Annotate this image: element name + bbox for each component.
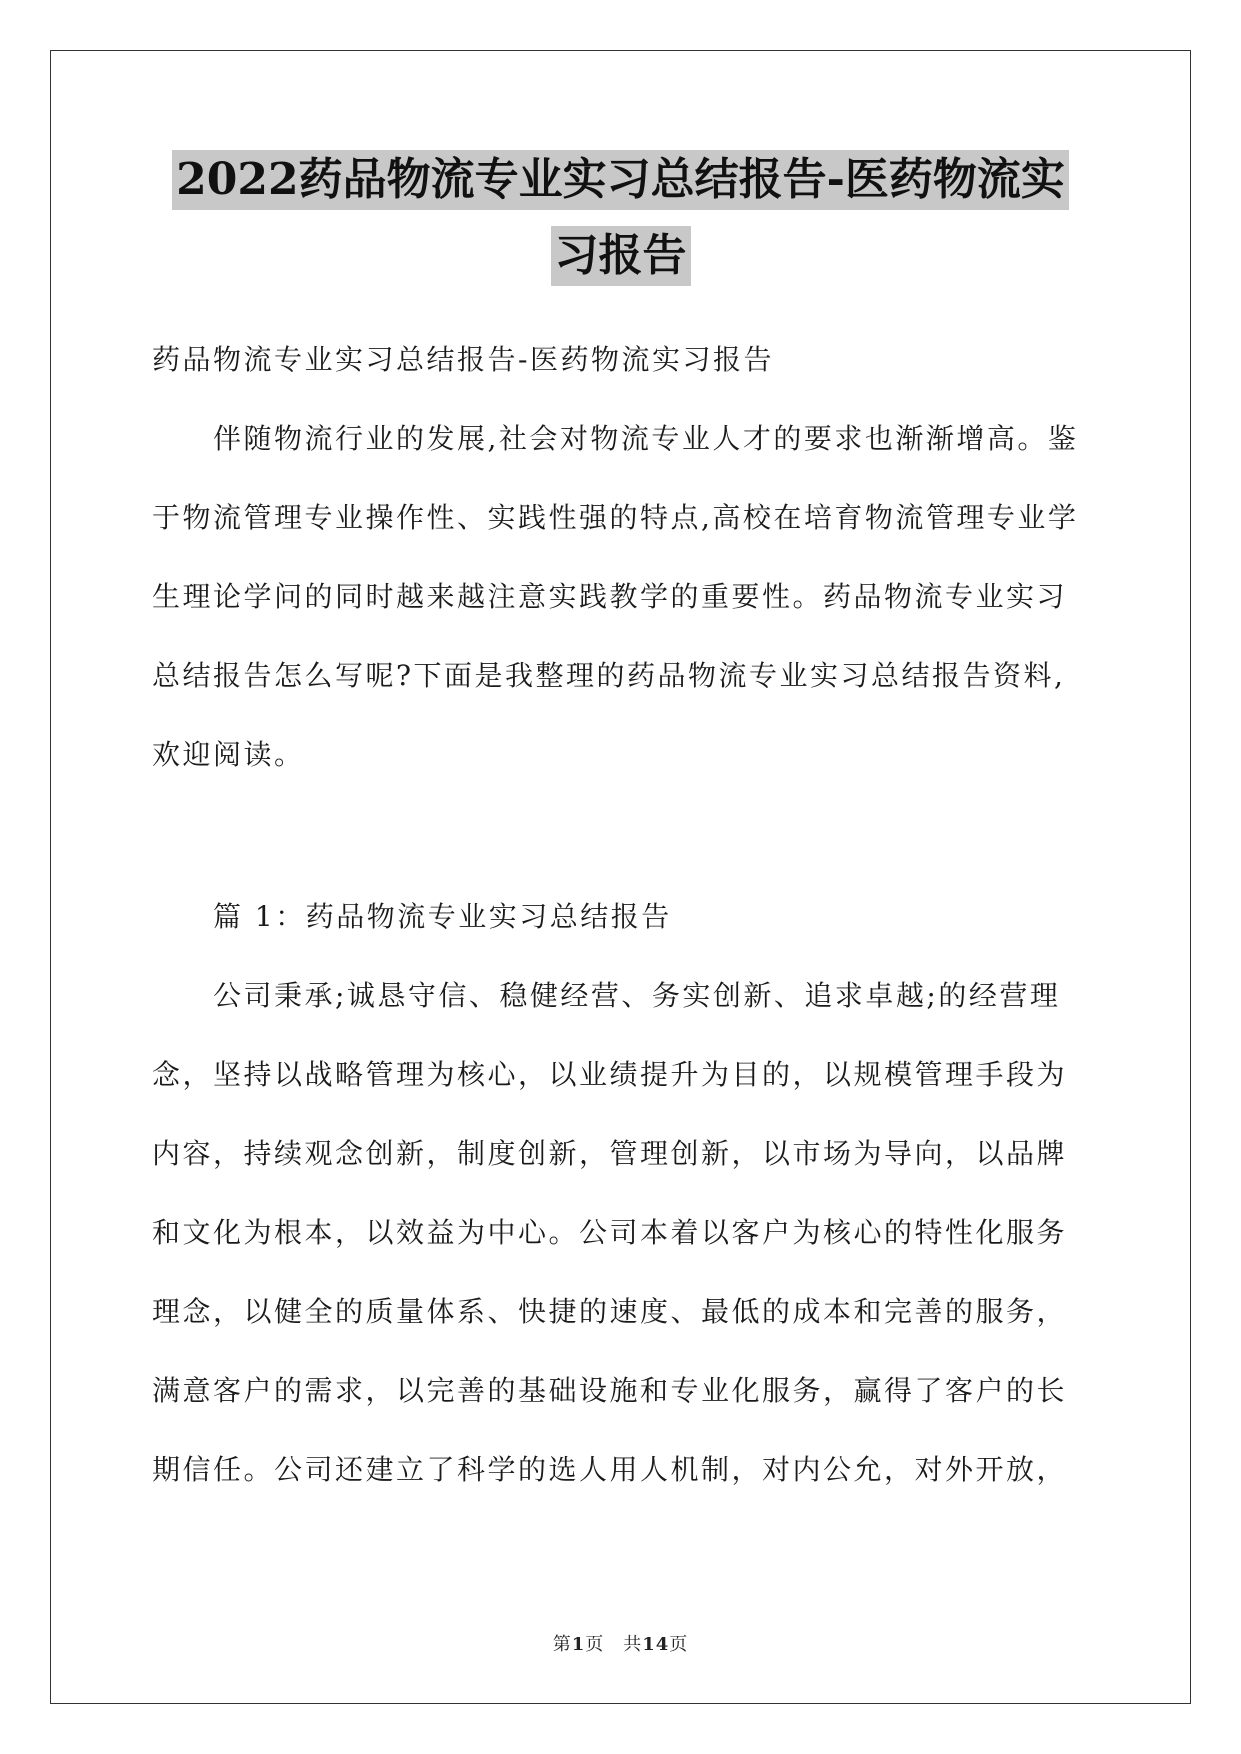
footer-page-current: 1 bbox=[571, 1634, 586, 1655]
section-heading: 篇 1：药品物流专业实习总结报告 bbox=[213, 900, 672, 933]
subtitle: 药品物流专业实习总结报告-医药物流实习报告 bbox=[152, 343, 774, 376]
footer-page-suffix: 页 bbox=[669, 1634, 689, 1655]
footer-page-prefix: 第 bbox=[552, 1634, 572, 1655]
body-paragraph: 公司秉承;诚恳守信、稳健经营、务实创新、追求卓越;的经营理念，坚持以战略管理为核心，以业绩提升为目的，以规模管理手段为内容，持续观念创新，制度创新，管理创新，以市场为导向，以品牌和文化为根本，以效益为中心。公司本着以客户为核心的特性化服务理念，以健全的质量体系、快捷的速度、最低的成本和完善的服务，满意客户的需求，以完善的基础设施和专业化服务，赢得了客户的长期信任。公司还建立了科学的选人用人机制，对内公允，对外开放， bbox=[152, 979, 1068, 1486]
intro-paragraph: 伴随物流行业的发展,社会对物流专业人才的要求也渐渐增高。鉴于物流管理专业操作性、实践性强的特点,高校在培育物流管理专业学生理论学问的同时越来越注意实践教学的重要性。药品物流专业实习总结报告怎么写呢?下面是我整理的药品物流专业实习总结报告资料,欢迎阅读。 bbox=[152, 422, 1079, 771]
footer-page-mid: 页 共 bbox=[585, 1634, 643, 1655]
title-line-1: 2022药品物流专业实习总结报告-医药物流实 bbox=[172, 150, 1069, 210]
footer-page-total: 14 bbox=[642, 1634, 670, 1655]
page-footer bbox=[0, 1630, 1241, 1656]
title-line-2: 习报告 bbox=[551, 226, 691, 286]
document-title bbox=[0, 150, 1241, 302]
document-body bbox=[152, 320, 1092, 1509]
section-spacer bbox=[152, 794, 1092, 877]
